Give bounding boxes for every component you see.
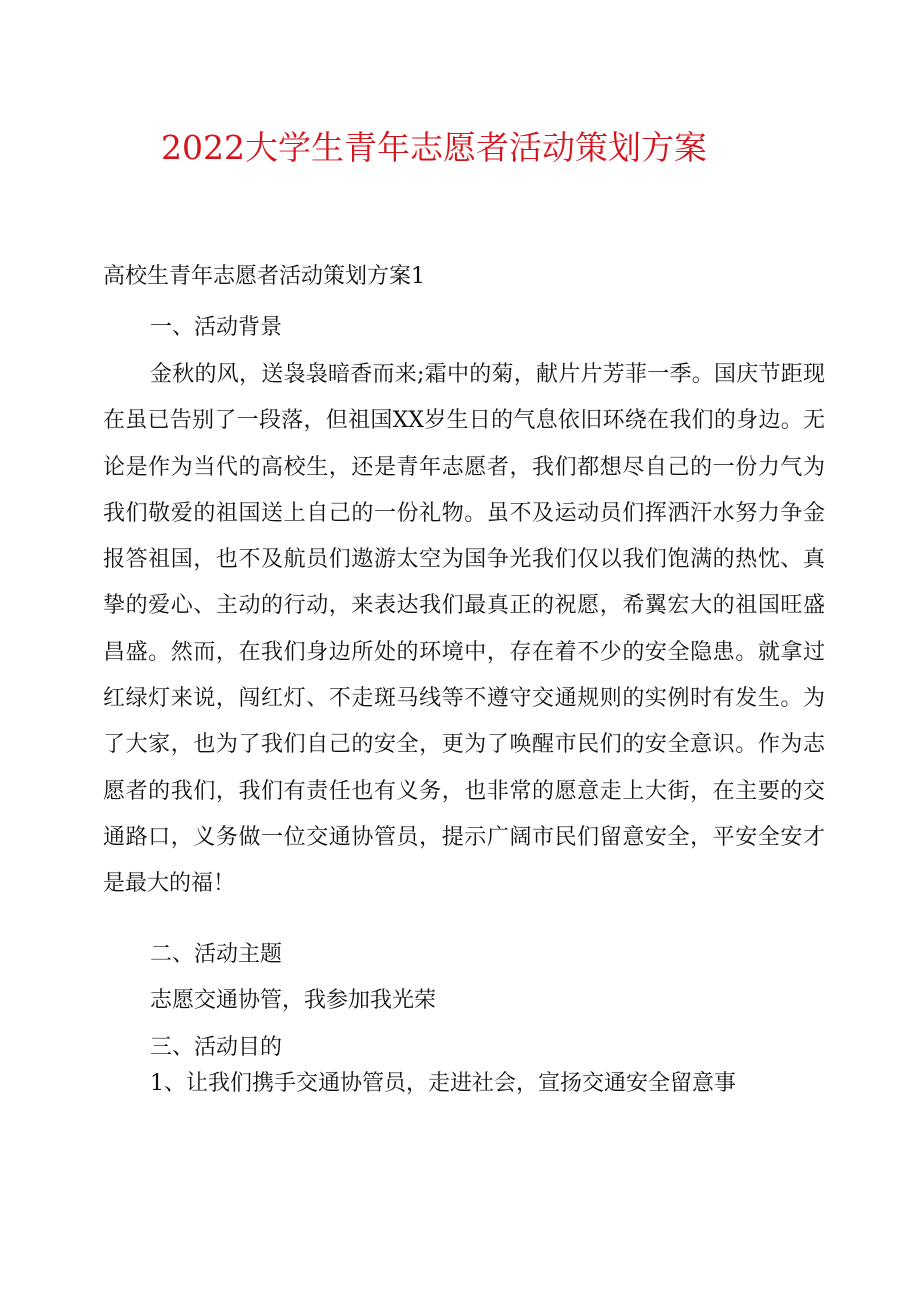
section-heading-background: 一、活动背景 — [150, 315, 283, 340]
document-title: 2022大学生青年志愿者活动策划方案 — [161, 128, 707, 167]
activity-theme-text: 志愿交通协管，我参加我光荣 — [150, 988, 437, 1013]
purpose-item-1: 1、让我们携手交通协管员，走进社会，宣扬交通安全留意事 — [150, 1071, 736, 1096]
background-paragraph: 金秋的风，送袅袅暗香而来;霜中的菊，献片片芳菲一季。国庆节距现在虽已告别了一段落，但祖国XX岁生日的气息依旧环绕在我们的身边。无论是作为当代的高校生，还是青年志愿者，我们都想尽自己的一份力气为我们敬爱的祖国送上自己的一份礼物。虽不及运动员们挥洒汗水努力争金报答祖国，也不及航员们遨游太空为国争光我们仅以我们饱满的热忱、真挚的爱心、主动的行动，来表达我们最真正的祝愿，希翼宏大的祖国旺盛昌盛。然而，在我们身边所处的环境中，存在着不少的安全隐患。就拿过红绿灯来说，闯红灯、不走斑马线等不遵守交通规则的实例时有发生。为了大家，也为了我们自己的安全，更为了唤醒市民们的安全意识。作为志愿者的我们，我们有责任也有义务，也非常的愿意走上大街，在主要的交通路口，义务做一位交通协管员，提示广阔市民们留意安全，平安全安才是最大的福！ — [103, 362, 825, 897]
section-heading-purpose: 三、活动目的 — [150, 1035, 283, 1060]
plan-subtitle: 高校生青年志愿者活动策划方案1 — [103, 264, 425, 289]
section-heading-theme: 二、活动主题 — [150, 942, 283, 967]
